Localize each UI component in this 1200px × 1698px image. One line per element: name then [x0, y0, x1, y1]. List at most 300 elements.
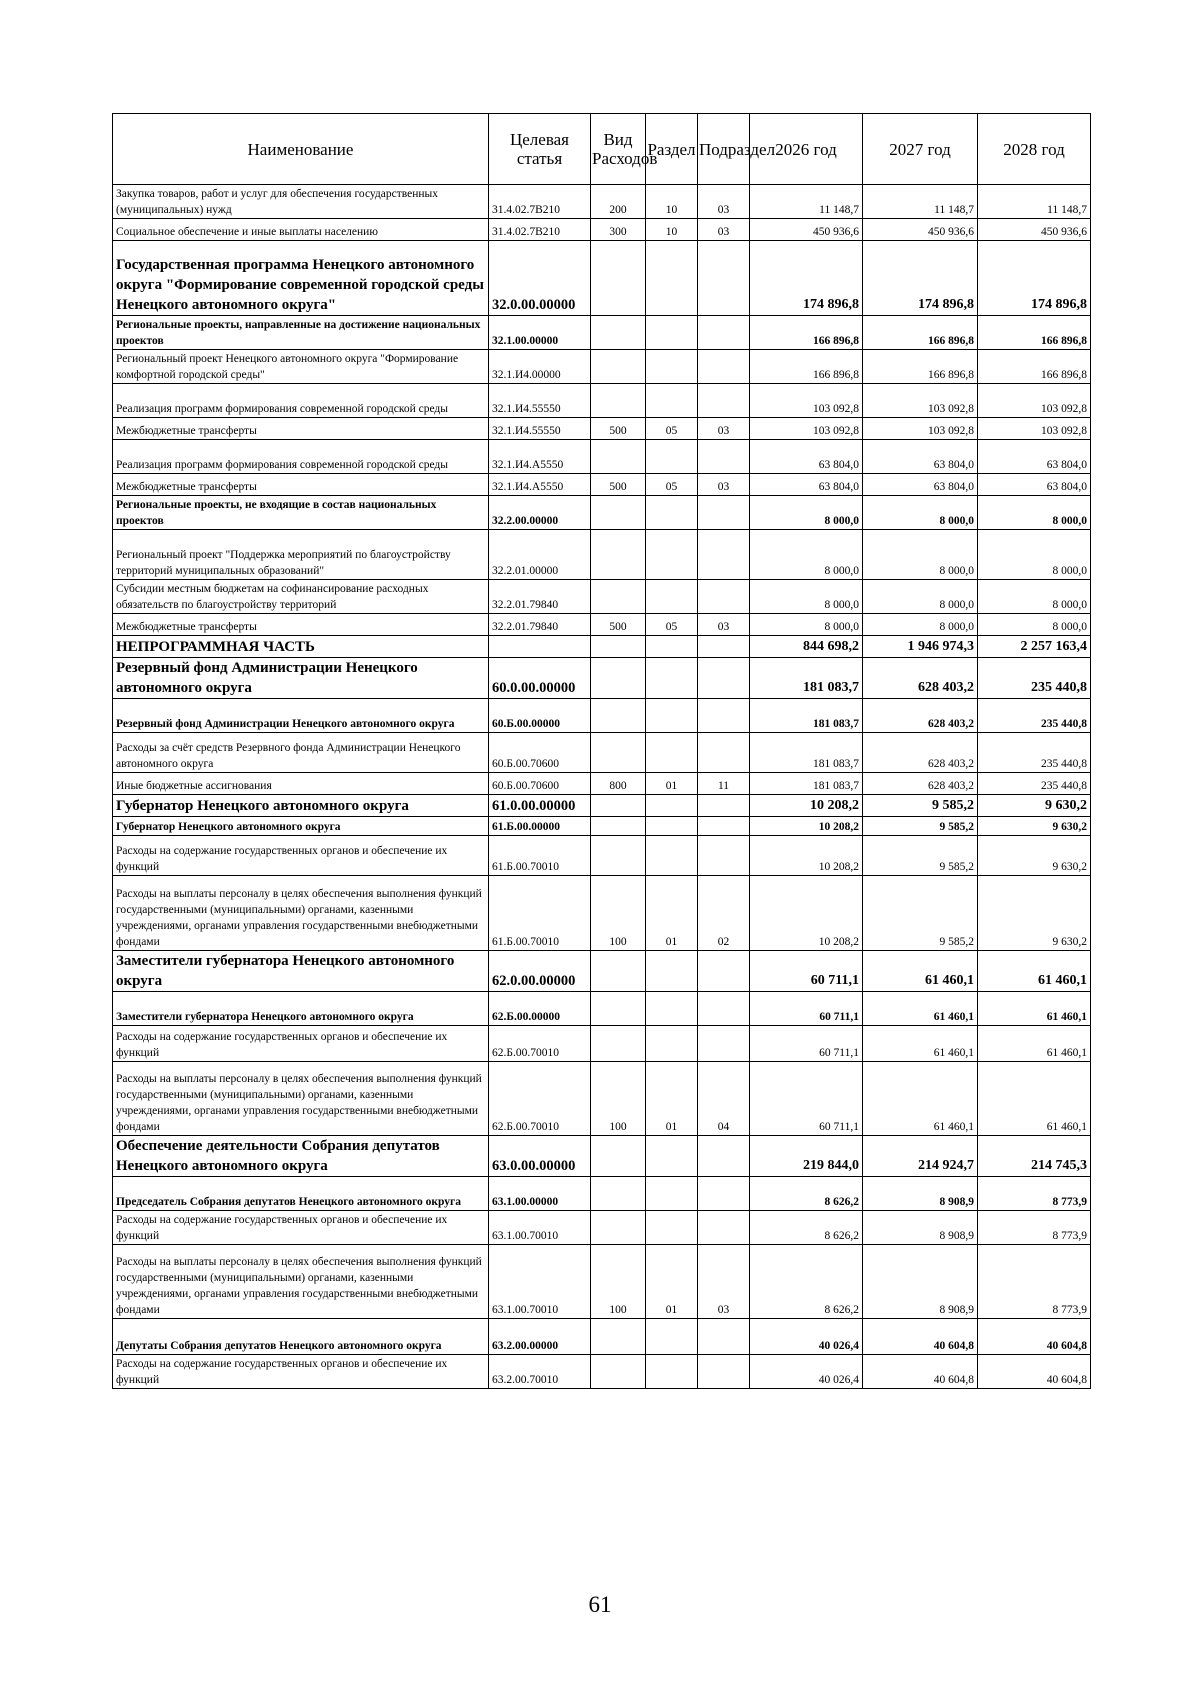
cell-v2027: 9 585,2	[863, 836, 978, 876]
cell-v2027: 9 585,2	[863, 876, 978, 951]
cell-v2028: 2 257 163,4	[978, 636, 1091, 658]
cell-v2026: 844 698,2	[750, 636, 863, 658]
cell-v2027: 166 896,8	[863, 316, 978, 350]
cell-type	[591, 530, 646, 580]
cell-v2026: 450 936,6	[750, 219, 863, 241]
cell-v2026: 8 626,2	[750, 1177, 863, 1211]
cell-v2028: 450 936,6	[978, 219, 1091, 241]
budget-table	[112, 113, 1091, 1389]
cell-code: 32.0.00.00000	[489, 241, 591, 316]
table-row	[113, 817, 1091, 836]
cell-type	[591, 992, 646, 1026]
table-row	[113, 1026, 1091, 1062]
cell-name: Резервный фонд Администрации Ненецкого автономного округа	[113, 699, 489, 733]
page-number: 61	[588, 1592, 612, 1617]
header-type: Вид Расходов	[591, 114, 646, 185]
cell-v2027: 9 585,2	[863, 795, 978, 817]
cell-v2026: 10 208,2	[750, 836, 863, 876]
table-row	[113, 1177, 1091, 1211]
cell-v2027: 61 460,1	[863, 1026, 978, 1062]
table-row	[113, 350, 1091, 384]
cell-v2028: 235 440,8	[978, 733, 1091, 773]
cell-v2027: 628 403,2	[863, 699, 978, 733]
cell-sub	[698, 992, 750, 1026]
cell-sub	[698, 1177, 750, 1211]
cell-v2028: 8 000,0	[978, 580, 1091, 614]
cell-sec	[646, 795, 698, 817]
header-section: Раздел	[646, 114, 698, 185]
table-row	[113, 580, 1091, 614]
cell-v2026: 60 711,1	[750, 992, 863, 1026]
cell-type	[591, 1319, 646, 1355]
cell-sec	[646, 699, 698, 733]
cell-code: 32.2.00.00000	[489, 496, 591, 530]
cell-sec: 05	[646, 614, 698, 636]
cell-name: Заместители губернатора Ненецкого автономного округа	[113, 992, 489, 1026]
cell-name: Расходы на содержание государственных органов и обеспечение их функций	[113, 1355, 489, 1389]
cell-type	[591, 1177, 646, 1211]
cell-v2028: 63 804,0	[978, 440, 1091, 474]
cell-code: 60.Б.00.00000	[489, 699, 591, 733]
cell-v2027: 8 000,0	[863, 530, 978, 580]
cell-sub	[698, 817, 750, 836]
header-article: Целевая статья	[489, 114, 591, 185]
cell-v2028: 63 804,0	[978, 474, 1091, 496]
cell-type	[591, 733, 646, 773]
cell-name: Субсидии местным бюджетам на софинансирование расходных обязательств по благоустройству территорий	[113, 580, 489, 614]
cell-v2027: 166 896,8	[863, 350, 978, 384]
cell-v2026: 8 000,0	[750, 580, 863, 614]
cell-sub	[698, 699, 750, 733]
cell-type	[591, 699, 646, 733]
table-row	[113, 241, 1091, 316]
cell-v2026: 174 896,8	[750, 241, 863, 316]
cell-v2028: 61 460,1	[978, 1026, 1091, 1062]
cell-v2027: 8 908,9	[863, 1177, 978, 1211]
table-body	[113, 185, 1091, 1389]
cell-type	[591, 496, 646, 530]
cell-v2028: 9 630,2	[978, 876, 1091, 951]
cell-sub: 03	[698, 614, 750, 636]
cell-v2028: 214 745,3	[978, 1136, 1091, 1177]
cell-type	[591, 795, 646, 817]
cell-type	[591, 580, 646, 614]
cell-v2028: 8 773,9	[978, 1245, 1091, 1319]
cell-v2026: 8 000,0	[750, 614, 863, 636]
cell-code	[489, 636, 591, 658]
cell-type: 300	[591, 219, 646, 241]
cell-code: 61.Б.00.00000	[489, 817, 591, 836]
cell-sec	[646, 1355, 698, 1389]
cell-sec	[646, 1026, 698, 1062]
cell-type	[591, 817, 646, 836]
cell-v2028: 61 460,1	[978, 951, 1091, 992]
cell-v2026: 8 626,2	[750, 1211, 863, 1245]
cell-v2027: 11 148,7	[863, 185, 978, 219]
table-row	[113, 1245, 1091, 1319]
cell-v2026: 8 000,0	[750, 496, 863, 530]
cell-sub	[698, 1355, 750, 1389]
cell-sub	[698, 530, 750, 580]
table-row	[113, 1355, 1091, 1389]
cell-type: 500	[591, 614, 646, 636]
cell-v2027: 1 946 974,3	[863, 636, 978, 658]
cell-code: 60.0.00.00000	[489, 658, 591, 699]
cell-sub	[698, 658, 750, 699]
cell-type	[591, 1136, 646, 1177]
cell-type	[591, 1355, 646, 1389]
cell-v2028: 40 604,8	[978, 1355, 1091, 1389]
cell-v2028: 235 440,8	[978, 773, 1091, 795]
cell-name: Обеспечение деятельности Собрания депутатов Ненецкого автономного округа	[113, 1136, 489, 1177]
cell-code: 32.2.01.79840	[489, 580, 591, 614]
cell-code: 31.4.02.7В210	[489, 219, 591, 241]
cell-v2028: 8 773,9	[978, 1211, 1091, 1245]
cell-v2027: 61 460,1	[863, 992, 978, 1026]
cell-code: 61.Б.00.70010	[489, 876, 591, 951]
cell-v2028: 9 630,2	[978, 795, 1091, 817]
cell-sec	[646, 1211, 698, 1245]
cell-v2026: 60 711,1	[750, 1062, 863, 1136]
cell-v2026: 181 083,7	[750, 699, 863, 733]
cell-sec	[646, 1319, 698, 1355]
cell-name: Реализация программ формирования современной городской среды	[113, 440, 489, 474]
cell-name: Расходы на содержание государственных органов и обеспечение их функций	[113, 836, 489, 876]
table-row	[113, 773, 1091, 795]
cell-v2027: 8 000,0	[863, 614, 978, 636]
cell-code: 32.1.И4.55550	[489, 418, 591, 440]
cell-code: 62.Б.00.70010	[489, 1062, 591, 1136]
cell-name: Региональные проекты, не входящие в состав национальных проектов	[113, 496, 489, 530]
cell-v2026: 60 711,1	[750, 951, 863, 992]
cell-sec	[646, 836, 698, 876]
cell-v2027: 8 000,0	[863, 496, 978, 530]
cell-v2027: 63 804,0	[863, 474, 978, 496]
table-row	[113, 951, 1091, 992]
cell-name: Расходы на выплаты персоналу в целях обеспечения выполнения функций государственными (муниципальными) органами, казенными учреждениями, органами управления государственными внебюджетными фондами	[113, 1245, 489, 1319]
cell-v2026: 8 000,0	[750, 530, 863, 580]
table-row	[113, 1062, 1091, 1136]
cell-sub	[698, 350, 750, 384]
table-row	[113, 836, 1091, 876]
cell-type: 100	[591, 876, 646, 951]
cell-name: Расходы на содержание государственных органов и обеспечение их функций	[113, 1026, 489, 1062]
cell-sec: 05	[646, 474, 698, 496]
cell-v2027: 61 460,1	[863, 951, 978, 992]
cell-sec	[646, 817, 698, 836]
cell-v2027: 628 403,2	[863, 733, 978, 773]
cell-sec: 10	[646, 219, 698, 241]
cell-type: 100	[591, 1245, 646, 1319]
cell-code: 32.1.И4.А5550	[489, 474, 591, 496]
cell-code: 61.0.00.00000	[489, 795, 591, 817]
cell-code: 60.Б.00.70600	[489, 733, 591, 773]
cell-v2026: 103 092,8	[750, 384, 863, 418]
cell-sub: 04	[698, 1062, 750, 1136]
cell-sub: 03	[698, 474, 750, 496]
cell-sec: 01	[646, 1245, 698, 1319]
cell-name: Депутаты Собрания депутатов Ненецкого автономного округа	[113, 1319, 489, 1355]
cell-name: Резервный фонд Администрации Ненецкого автономного округа	[113, 658, 489, 699]
cell-type	[591, 1026, 646, 1062]
cell-type	[591, 836, 646, 876]
cell-name: Реализация программ формирования современной городской среды	[113, 384, 489, 418]
cell-name: Региональные проекты, направленные на достижение национальных проектов	[113, 316, 489, 350]
cell-v2028: 9 630,2	[978, 836, 1091, 876]
cell-type: 100	[591, 1062, 646, 1136]
cell-v2026: 63 804,0	[750, 440, 863, 474]
cell-v2027: 61 460,1	[863, 1062, 978, 1136]
cell-sec	[646, 1136, 698, 1177]
cell-sec: 05	[646, 418, 698, 440]
cell-code: 63.1.00.70010	[489, 1245, 591, 1319]
cell-name: Заместители губернатора Ненецкого автономного округа	[113, 951, 489, 992]
cell-name: Межбюджетные трансферты	[113, 614, 489, 636]
cell-v2028: 166 896,8	[978, 316, 1091, 350]
cell-v2027: 103 092,8	[863, 384, 978, 418]
cell-v2027: 628 403,2	[863, 658, 978, 699]
cell-v2027: 9 585,2	[863, 817, 978, 836]
cell-sec	[646, 658, 698, 699]
cell-name: Расходы на выплаты персоналу в целях обеспечения выполнения функций государственными (муниципальными) органами, казенными учреждениями, органами управления государственными внебюджетными фондами	[113, 1062, 489, 1136]
cell-sec	[646, 241, 698, 316]
cell-sub	[698, 384, 750, 418]
cell-name: Межбюджетные трансферты	[113, 418, 489, 440]
cell-code: 61.Б.00.70010	[489, 836, 591, 876]
table-row	[113, 474, 1091, 496]
cell-v2027: 8 908,9	[863, 1211, 978, 1245]
cell-v2026: 63 804,0	[750, 474, 863, 496]
cell-v2027: 40 604,8	[863, 1355, 978, 1389]
table-row	[113, 876, 1091, 951]
table-row	[113, 1211, 1091, 1245]
header-2027: 2027 год	[863, 114, 978, 185]
cell-name: Расходы за счёт средств Резервного фонда Администрации Ненецкого автономного округа	[113, 733, 489, 773]
cell-sub	[698, 1026, 750, 1062]
cell-type	[591, 1211, 646, 1245]
cell-sec	[646, 530, 698, 580]
cell-type: 200	[591, 185, 646, 219]
cell-v2026: 166 896,8	[750, 316, 863, 350]
cell-sec	[646, 1177, 698, 1211]
cell-name: Губернатор Ненецкого автономного округа	[113, 817, 489, 836]
cell-v2026: 11 148,7	[750, 185, 863, 219]
table-row	[113, 496, 1091, 530]
cell-sub	[698, 836, 750, 876]
cell-sub	[698, 580, 750, 614]
cell-v2026: 60 711,1	[750, 1026, 863, 1062]
table-row	[113, 384, 1091, 418]
cell-v2026: 219 844,0	[750, 1136, 863, 1177]
cell-name: Расходы на содержание государственных органов и обеспечение их функций	[113, 1211, 489, 1245]
cell-code: 62.0.00.00000	[489, 951, 591, 992]
cell-v2026: 10 208,2	[750, 817, 863, 836]
cell-v2028: 40 604,8	[978, 1319, 1091, 1355]
cell-name: Региональный проект Ненецкого автономного округа "Формирование комфортной городской среды"	[113, 350, 489, 384]
cell-code: 32.1.00.00000	[489, 316, 591, 350]
cell-v2027: 450 936,6	[863, 219, 978, 241]
cell-name: Иные бюджетные ассигнования	[113, 773, 489, 795]
cell-code: 63.2.00.70010	[489, 1355, 591, 1389]
cell-v2026: 181 083,7	[750, 773, 863, 795]
cell-sec	[646, 350, 698, 384]
cell-v2026: 40 026,4	[750, 1319, 863, 1355]
cell-sub	[698, 795, 750, 817]
cell-sub	[698, 316, 750, 350]
cell-sec	[646, 384, 698, 418]
cell-sec	[646, 733, 698, 773]
cell-v2027: 8 000,0	[863, 580, 978, 614]
cell-v2027: 103 092,8	[863, 418, 978, 440]
cell-v2028: 103 092,8	[978, 418, 1091, 440]
cell-type	[591, 658, 646, 699]
cell-code: 32.1.И4.55550	[489, 384, 591, 418]
header-subsection: Подраздел	[698, 114, 750, 185]
cell-code: 63.0.00.00000	[489, 1136, 591, 1177]
cell-sub: 03	[698, 1245, 750, 1319]
cell-type	[591, 440, 646, 474]
cell-sec	[646, 636, 698, 658]
cell-sub: 03	[698, 219, 750, 241]
cell-type	[591, 241, 646, 316]
table-row	[113, 316, 1091, 350]
cell-v2028: 8 000,0	[978, 496, 1091, 530]
table-row	[113, 1136, 1091, 1177]
cell-code: 32.1.И4.А5550	[489, 440, 591, 474]
cell-sec: 10	[646, 185, 698, 219]
cell-name: Социальное обеспечение и иные выплаты населению	[113, 219, 489, 241]
cell-sec	[646, 316, 698, 350]
cell-v2026: 40 026,4	[750, 1355, 863, 1389]
cell-type	[591, 636, 646, 658]
cell-sec	[646, 440, 698, 474]
cell-v2027: 40 604,8	[863, 1319, 978, 1355]
cell-v2026: 10 208,2	[750, 795, 863, 817]
cell-v2028: 61 460,1	[978, 992, 1091, 1026]
cell-code: 31.4.02.7В210	[489, 185, 591, 219]
cell-v2027: 63 804,0	[863, 440, 978, 474]
header-name: Наименование	[113, 114, 489, 185]
table-row	[113, 992, 1091, 1026]
cell-sub	[698, 636, 750, 658]
table-row	[113, 219, 1091, 241]
table-row	[113, 614, 1091, 636]
cell-v2027: 174 896,8	[863, 241, 978, 316]
cell-sub: 11	[698, 773, 750, 795]
cell-v2026: 8 626,2	[750, 1245, 863, 1319]
cell-code: 62.Б.00.70010	[489, 1026, 591, 1062]
cell-v2026: 103 092,8	[750, 418, 863, 440]
cell-code: 63.1.00.00000	[489, 1177, 591, 1211]
cell-code: 63.2.00.00000	[489, 1319, 591, 1355]
cell-sec	[646, 951, 698, 992]
cell-sub	[698, 241, 750, 316]
cell-v2028: 8 000,0	[978, 530, 1091, 580]
table-row	[113, 418, 1091, 440]
cell-type	[591, 350, 646, 384]
cell-v2027: 8 908,9	[863, 1245, 978, 1319]
cell-name: Закупка товаров, работ и услуг для обеспечения государственных (муниципальных) нужд	[113, 185, 489, 219]
table-row	[113, 733, 1091, 773]
cell-v2028: 8 000,0	[978, 614, 1091, 636]
cell-v2028: 103 092,8	[978, 384, 1091, 418]
cell-sec: 01	[646, 1062, 698, 1136]
cell-sub	[698, 1319, 750, 1355]
cell-sec	[646, 992, 698, 1026]
cell-type: 500	[591, 418, 646, 440]
cell-type	[591, 316, 646, 350]
cell-sub	[698, 951, 750, 992]
table-row	[113, 795, 1091, 817]
cell-type	[591, 384, 646, 418]
cell-sub: 03	[698, 185, 750, 219]
cell-sub	[698, 440, 750, 474]
cell-v2026: 10 208,2	[750, 876, 863, 951]
cell-v2028: 174 896,8	[978, 241, 1091, 316]
table-row	[113, 1319, 1091, 1355]
cell-sub	[698, 1136, 750, 1177]
cell-code: 32.2.01.00000	[489, 530, 591, 580]
table-header-row	[113, 114, 1091, 185]
cell-sec: 01	[646, 773, 698, 795]
cell-code: 62.Б.00.00000	[489, 992, 591, 1026]
cell-v2028: 61 460,1	[978, 1062, 1091, 1136]
cell-v2026: 181 083,7	[750, 733, 863, 773]
cell-sub: 02	[698, 876, 750, 951]
cell-name: Региональный проект "Поддержка мероприятий по благоустройству территорий муниципальных образований"	[113, 530, 489, 580]
cell-sub	[698, 1211, 750, 1245]
cell-sec: 01	[646, 876, 698, 951]
cell-name: Государственная программа Ненецкого автономного округа "Формирование современной городской среды Ненецкого автономного округа"	[113, 241, 489, 316]
cell-v2027: 214 924,7	[863, 1136, 978, 1177]
cell-name: Межбюджетные трансферты	[113, 474, 489, 496]
cell-sub	[698, 733, 750, 773]
cell-type: 800	[591, 773, 646, 795]
cell-v2028: 11 148,7	[978, 185, 1091, 219]
cell-v2028: 9 630,2	[978, 817, 1091, 836]
cell-v2027: 628 403,2	[863, 773, 978, 795]
header-2028: 2028 год	[978, 114, 1091, 185]
cell-sec	[646, 580, 698, 614]
cell-code: 60.Б.00.70600	[489, 773, 591, 795]
table-row	[113, 658, 1091, 699]
cell-sub: 03	[698, 418, 750, 440]
cell-name: НЕПРОГРАММНАЯ ЧАСТЬ	[113, 636, 489, 658]
cell-v2028: 235 440,8	[978, 699, 1091, 733]
cell-code: 32.1.И4.00000	[489, 350, 591, 384]
cell-sub	[698, 496, 750, 530]
cell-type: 500	[591, 474, 646, 496]
cell-name: Губернатор Ненецкого автономного округа	[113, 795, 489, 817]
cell-v2028: 235 440,8	[978, 658, 1091, 699]
header-2026: 2026 год	[750, 114, 863, 185]
cell-type	[591, 951, 646, 992]
cell-v2026: 181 083,7	[750, 658, 863, 699]
table-row	[113, 185, 1091, 219]
cell-sec	[646, 496, 698, 530]
table-row	[113, 530, 1091, 580]
cell-v2028: 8 773,9	[978, 1177, 1091, 1211]
cell-code: 32.2.01.79840	[489, 614, 591, 636]
cell-code: 63.1.00.70010	[489, 1211, 591, 1245]
cell-v2028: 166 896,8	[978, 350, 1091, 384]
cell-name: Председатель Собрания депутатов Ненецкого автономного округа	[113, 1177, 489, 1211]
cell-v2026: 166 896,8	[750, 350, 863, 384]
table-row	[113, 440, 1091, 474]
table-row	[113, 636, 1091, 658]
cell-name: Расходы на выплаты персоналу в целях обеспечения выполнения функций государственными (муниципальными) органами, казенными учреждениями, органами управления государственными внебюджетными фондами	[113, 876, 489, 951]
table-row	[113, 699, 1091, 733]
